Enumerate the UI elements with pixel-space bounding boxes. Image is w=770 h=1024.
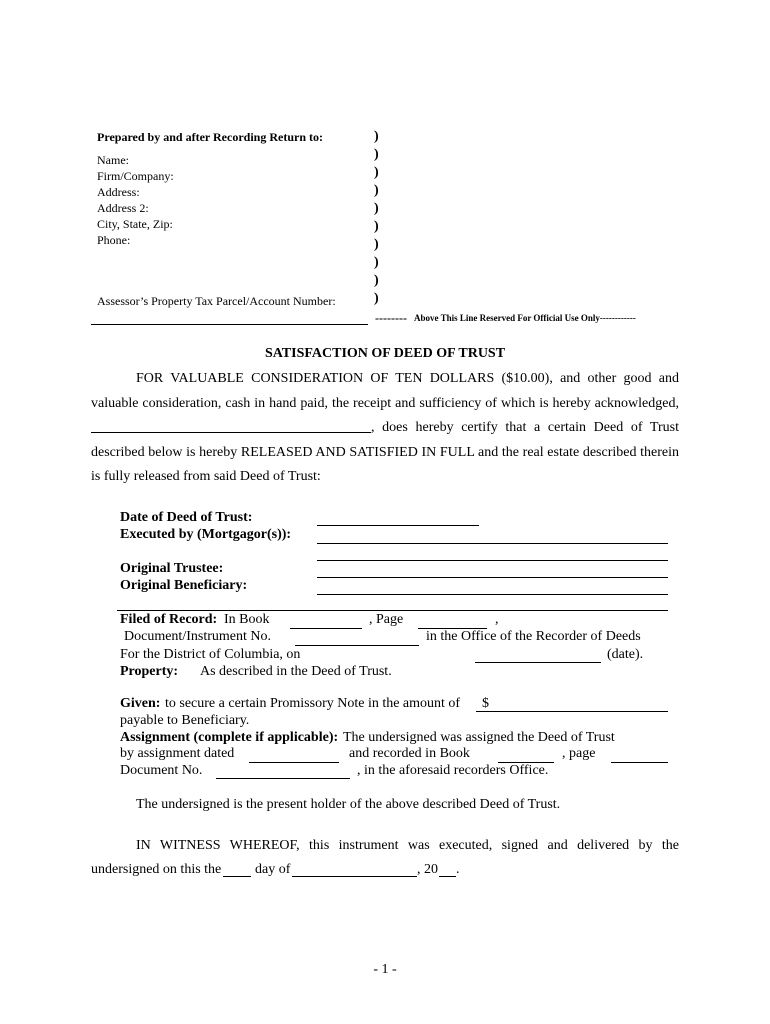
dollar-sign: $ (482, 696, 489, 711)
book-line (290, 628, 362, 629)
reserved-text: Above This Line Reserved For Official Use Only------------ (414, 313, 636, 323)
period-text: . (456, 862, 460, 877)
releasor-name-line (91, 432, 371, 433)
date-of-deed-label: Date of Deed of Trust: (120, 510, 253, 525)
day-of-text: day of (255, 862, 291, 877)
name-label: Name: (97, 153, 129, 167)
property-label: Property: (120, 664, 179, 679)
day-line (223, 876, 251, 877)
payable-text: payable to Beneficiary. (120, 713, 250, 728)
bracket-paren: ) (374, 255, 379, 270)
body-line-2: valuable consideration, cash in hand paid, the receipt and sufficiency of which is hereby acknowledged, (91, 396, 679, 411)
bracket-paren: ) (374, 219, 379, 234)
assessor-label: Assessor’s Property Tax Parcel/Account Number: (97, 294, 336, 308)
assignment-label: Assignment (complete if applicable): (120, 730, 339, 745)
bracket-paren: ) (374, 165, 379, 180)
document-title: SATISFACTION OF DEED OF TRUST (264, 346, 506, 361)
page-number: - 1 - (373, 962, 397, 977)
body-line-1: FOR VALUABLE CONSIDERATION OF TEN DOLLARS ($10.00), and other good and (136, 371, 679, 386)
holder-statement: The undersigned is the present holder of the above described Deed of Trust. (136, 797, 561, 812)
date-text: (date). (607, 647, 644, 662)
page-text: , Page (369, 612, 404, 627)
given-label: Given: (120, 696, 161, 711)
bracket-paren: ) (374, 183, 379, 198)
bracket-paren: ) (374, 291, 379, 306)
undersigned-text: undersigned on this the (91, 862, 222, 877)
original-beneficiary-line (317, 594, 668, 595)
aforesaid-text: , in the aforesaid recorders Office. (357, 763, 549, 778)
property-text: As described in the Deed of Trust. (200, 664, 392, 679)
phone-label: Phone: (97, 233, 131, 247)
assessor-line (91, 324, 368, 325)
body-line-5: is fully released from said Deed of Trust: (91, 469, 321, 484)
city-state-zip-label: City, State, Zip: (97, 217, 173, 231)
assignment-document-line (216, 778, 350, 779)
assignment-page-line (611, 762, 668, 763)
given-text: to secure a certain Promissory Note in the amount of (165, 696, 461, 711)
recorded-in-book-text: and recorded in Book (349, 746, 470, 761)
office-text: in the Office of the Recorder of Deeds (426, 629, 641, 644)
original-trustee-label: Original Trustee: (120, 561, 224, 576)
assignment-text: The undersigned was assigned the Deed of Trust (343, 730, 615, 745)
assignment-page-text: , page (562, 746, 596, 761)
filed-of-record-label: Filed of Record: (120, 612, 218, 627)
body-line-3: , does hereby certify that a certain Deed of Trust (371, 420, 679, 435)
executed-by-line-2 (317, 560, 668, 561)
in-book-text: In Book (224, 612, 270, 627)
district-text: For the District of Columbia, on (120, 647, 301, 662)
address2-label: Address 2: (97, 201, 149, 215)
prepared-by-heading: Prepared by and after Recording Return to: (97, 130, 323, 144)
firm-label: Firm/Company: (97, 169, 174, 183)
date-of-deed-line (317, 525, 479, 526)
address-label: Address: (97, 185, 140, 199)
month-line (292, 876, 417, 877)
note-amount-line (476, 711, 668, 712)
bracket-paren: ) (374, 201, 379, 216)
executed-by-label: Executed by (Mortgagor(s)): (120, 527, 292, 542)
bracket-paren: ) (374, 273, 379, 288)
assignment-document-no-text: Document No. (120, 763, 203, 778)
year-prefix-text: , 20 (417, 862, 438, 877)
document-instrument-text: Document/Instrument No. (124, 629, 271, 644)
recorded-date-line (475, 662, 601, 663)
bracket-paren: ) (374, 237, 379, 252)
year-line (439, 876, 456, 877)
by-assignment-text: by assignment dated (120, 746, 235, 761)
original-trustee-line (317, 577, 668, 578)
assignment-date-line (249, 762, 339, 763)
page-comma: , (495, 612, 499, 627)
witness-line-1: IN WITNESS WHEREOF, this instrument was executed, signed and delivered by the (136, 838, 679, 853)
executed-by-line (317, 543, 668, 544)
bracket-paren: ) (374, 147, 379, 162)
reserved-dashes: -------- (375, 311, 407, 325)
document-number-line (295, 645, 419, 646)
bracket-paren: ) (374, 129, 379, 144)
section-divider (117, 610, 668, 611)
body-line-4: described below is hereby RELEASED AND SATISFIED IN FULL and the real estate described therein (91, 445, 679, 460)
original-beneficiary-label: Original Beneficiary: (120, 578, 248, 593)
